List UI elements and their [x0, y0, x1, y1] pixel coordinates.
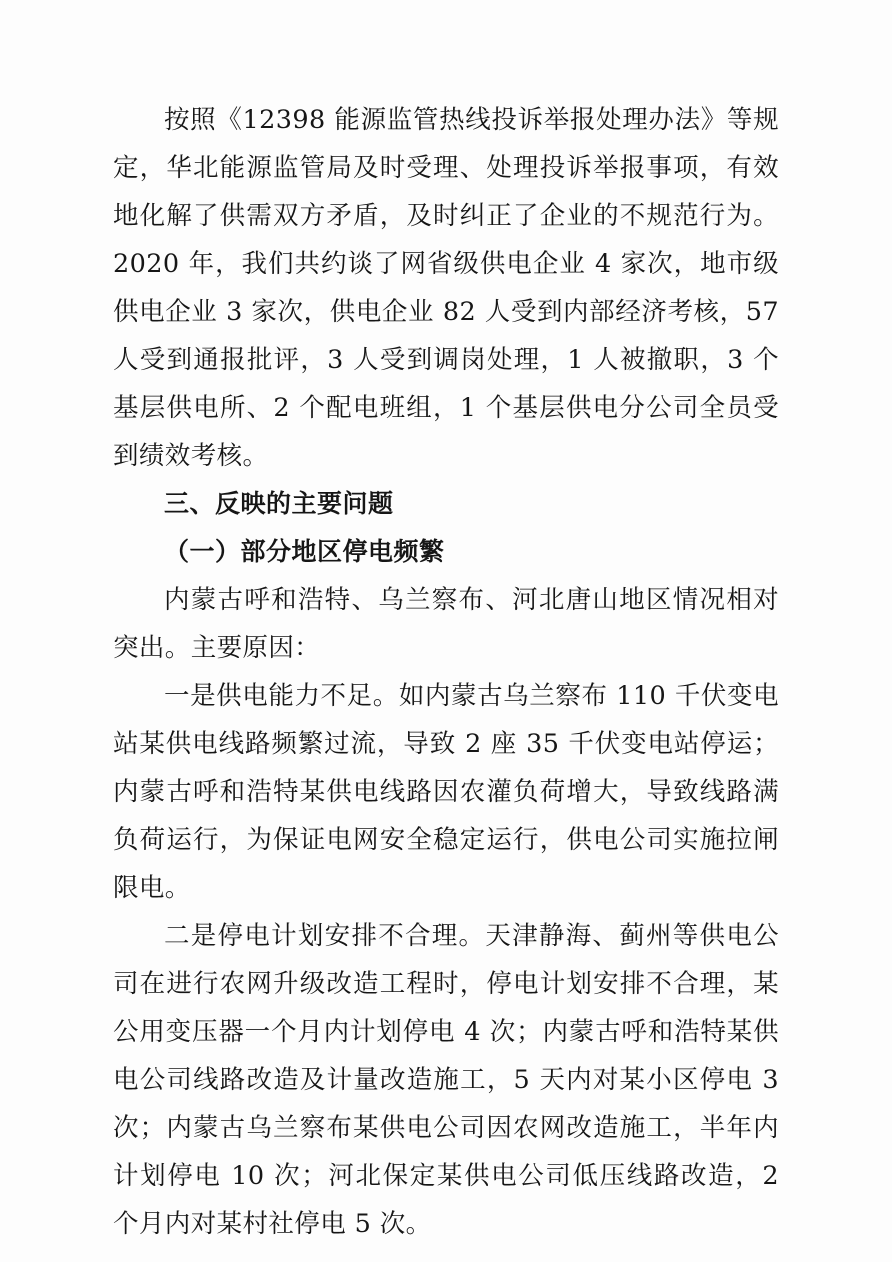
intro-paragraph: 按照《12398 能源监管热线投诉举报处理办法》等规定，华北能源监管局及时受理、处理投诉举报事项，有效地化解了供需双方矛盾，及时纠正了企业的不规范行为。2020 年，我们共约谈了网省级供电企业 4 家次，地市级供电企业 3 家次，供电企业 82 人受到内部经济考核，57 人受到通报批评，3 人受到调岗处理，1 人被撤职，3 个基层供电所、2 个配电班组，1 个基层供电分公司全员受到绩效考核。	[113, 105, 779, 471]
document-body	[113, 96, 779, 1248]
subsection-intro: 内蒙古呼和浩特、乌兰察布、河北唐山地区情况相对突出。主要原因：	[113, 585, 779, 663]
subsection-heading: （一）部分地区停电频繁	[164, 537, 445, 566]
reason-two-paragraph: 二是停电计划安排不合理。天津静海、蓟州等供电公司在进行农网升级改造工程时，停电计划安排不合理，某公用变压器一个月内计划停电 4 次；内蒙古呼和浩特某供电公司线路改造及计量改造施工，5 天内对某小区停电 3 次；内蒙古乌兰察布某供电公司因农网改造施工，半年内计划停电 10 次；河北保定某供电公司低压线路改造，2 个月内对某村社停电 5 次。	[113, 921, 779, 1239]
reason-one-paragraph: 一是供电能力不足。如内蒙古乌兰察布 110 千伏变电站某供电线路频繁过流，导致 2 座 35 千伏变电站停运；内蒙古呼和浩特某供电线路因农灌负荷增大，导致线路满负荷运行，为保证电网安全稳定运行，供电公司实施拉闸限电。	[113, 681, 779, 903]
section-heading: 三、反映的主要问题	[164, 489, 394, 518]
